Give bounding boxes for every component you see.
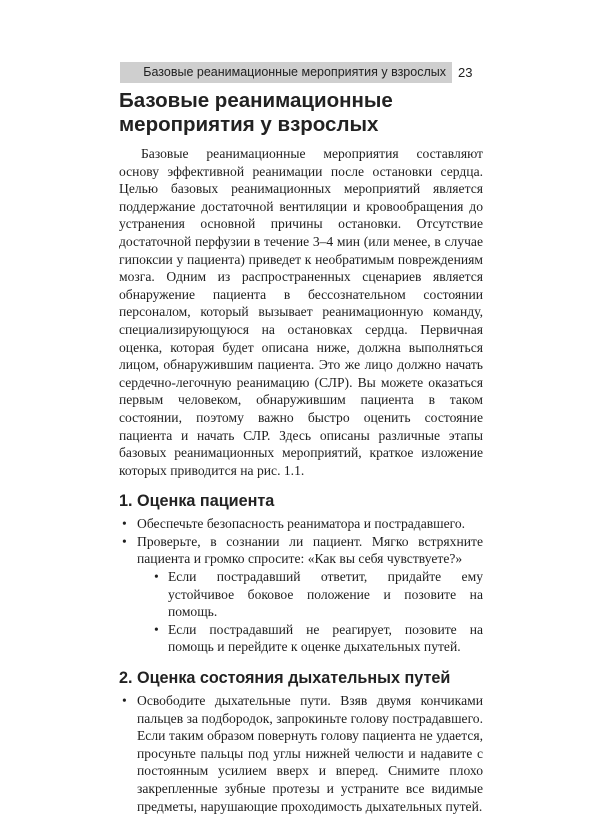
list-item <box>119 533 483 656</box>
patient-assessment-list <box>119 515 483 656</box>
list-item: • Освободите дыхательные пути. Взяв двумя кончиками пальцев за подбородок, запрокиньте голову пострадавшего. Если таким образом повернуть голову пациента не удается, просуньте пальцы под углы нижней челюсти и надавите с постоянным усилием вверх и вперед. Снимите плохо закрепленные зубные протезы и устраните все видимые предметы, нарушающие проходимость дыхательных путей. <box>119 692 483 815</box>
section-heading-patient-assessment: 1. Оценка пациента <box>119 492 275 511</box>
airway-assessment-list <box>119 692 483 815</box>
sub-list-item: • Если пострадавший не реагирует, позовите на помощь и перейдите к оценке дыхательных путей. <box>152 621 483 656</box>
sub-list <box>137 568 483 656</box>
intro-paragraph: Базовые реанимационные мероприятия составляют основу эффективной реанимации после остановки сердца. Целью базовых реанимационных мероприятий является поддержание достаточной вентиляции и кровообращения до устранения основной причины остановки. Отсутствие достаточной перфузии в течение 3–4 мин (или менее, в случае гипоксии у пациента) приведет к необратимым повреждениям мозга. Одним из распространенных сценариев является обнаружение пациента в бессознательном состоянии персоналом, который вызывает реанимационную команду, специализирующуюся на остановках сердца. Первичная оценка, которая будет описана ниже, должна выполняться лицом, обнаружившим пациента. Это же лицо должно начать сердечно-легочную реанимацию (СЛР). Вы можете оказаться первым человеком, обнаружившим пациента в таком состоянии, поэтому важно быстро оценить состояние пациента и начать СЛР. Здесь описаны различные этапы базовых реанимационных мероприятий, краткое изложение которых приводится на рис. 1.1. <box>119 146 483 478</box>
sub-list-item: • Если пострадавший ответит, придайте ему устойчивое боковое положение и позовите на помощь. <box>152 568 483 621</box>
chapter-title: Базовые реанимационные мероприятия у взрослых <box>119 89 393 136</box>
page-content <box>119 89 483 815</box>
section-heading-airway-assessment: 2. Оценка состояния дыхательных путей <box>119 669 451 688</box>
running-header-title: Базовые реанимационные мероприятия у взрослых <box>143 65 446 79</box>
page-number: 23 <box>458 65 473 80</box>
list-item-text: Проверьте, в сознании ли пациент. Мягко встряхните пациента и громко спросите: «Как вы себя чувствуете?» <box>137 533 483 567</box>
list-item: • Обеспечьте безопасность реаниматора и пострадавшего. <box>119 515 483 533</box>
